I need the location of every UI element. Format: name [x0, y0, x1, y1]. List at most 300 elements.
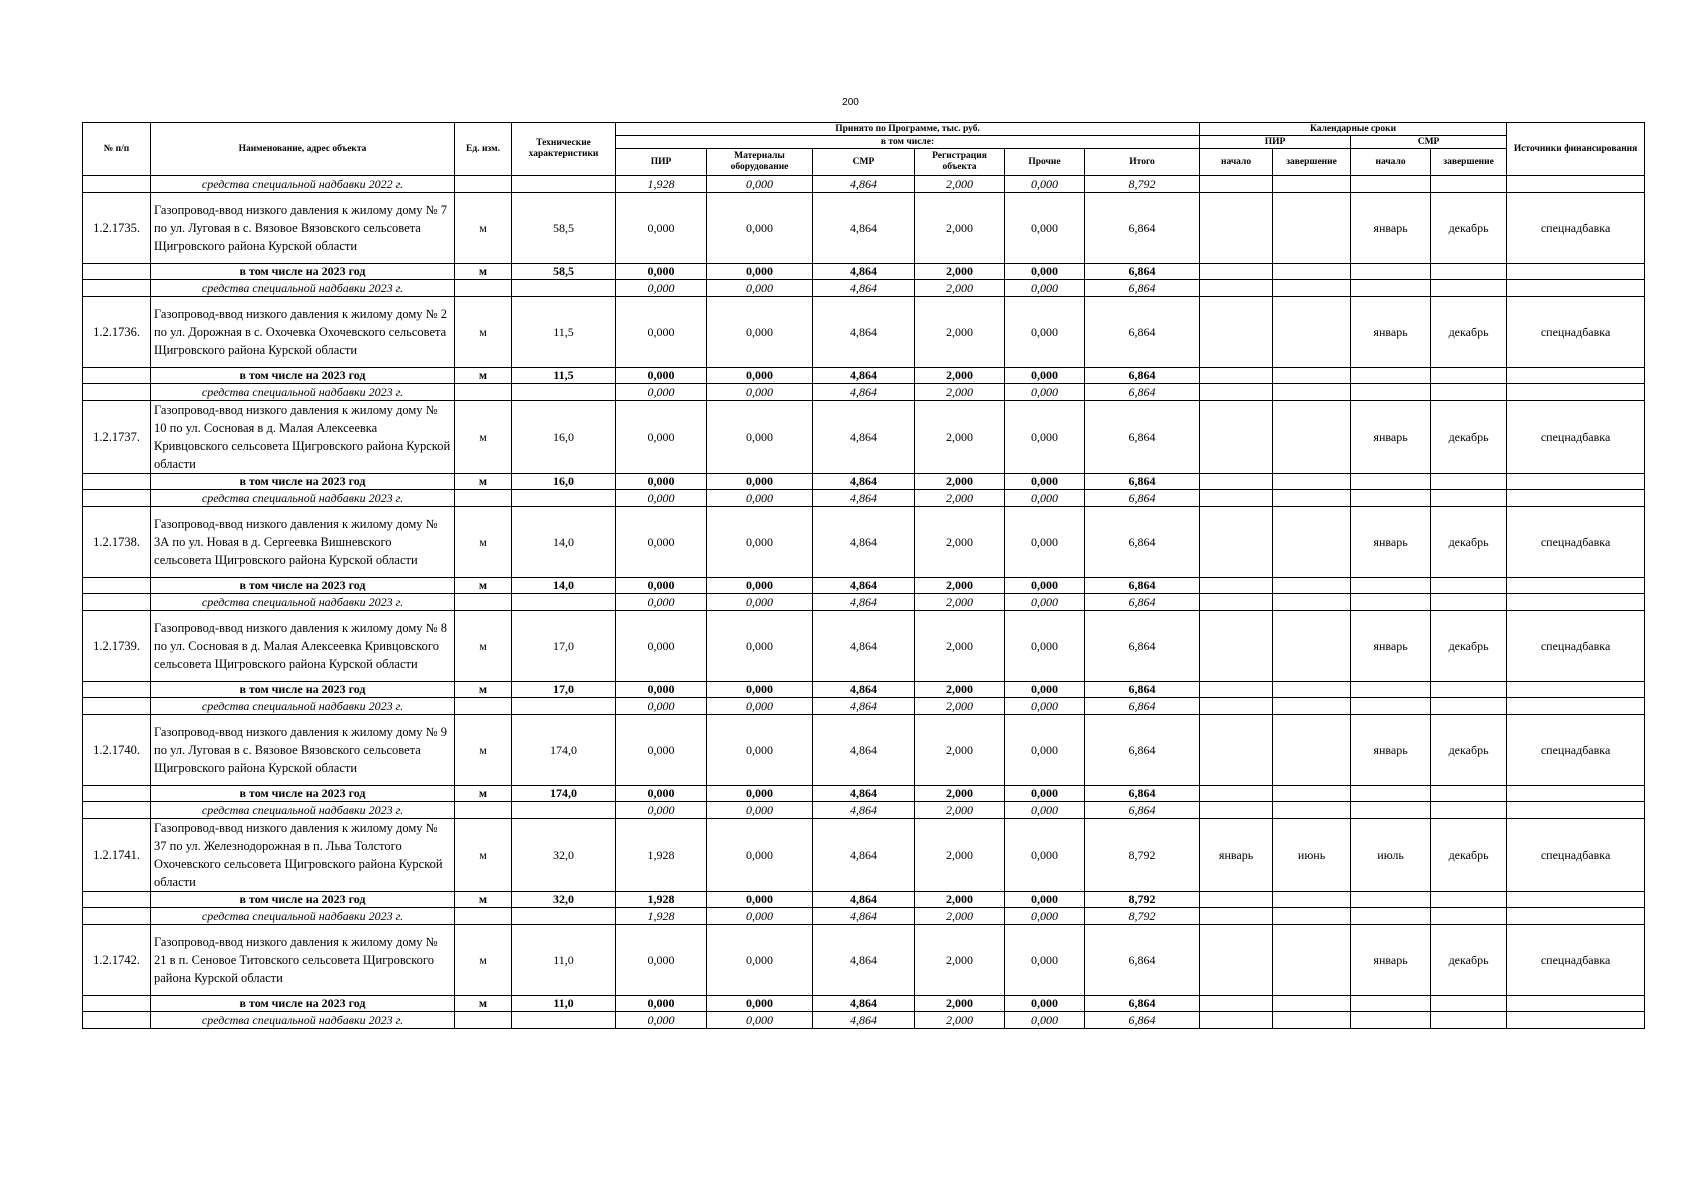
table-row — [83, 368, 1645, 384]
year-pir: 0,000 — [616, 264, 707, 280]
cell-total: 8,792 — [1085, 176, 1200, 193]
table-row — [83, 802, 1645, 819]
object-name: Газопровод-ввод низкого давления к жилому дому № 7 по ул. Луговая в с. Вязовое Вязовского сельсовета Щигровского района Курской области — [151, 193, 455, 264]
sub-pir: 0,000 — [616, 594, 707, 611]
year-label: в том числе на 2023 год — [151, 682, 455, 698]
sub-other: 0,000 — [1005, 280, 1085, 297]
cell-registration: 2,000 — [915, 297, 1005, 368]
sub-total: 6,864 — [1085, 594, 1200, 611]
year-unit: м — [455, 682, 512, 698]
cell-source: спецнадбавка — [1507, 925, 1645, 996]
year-registration: 2,000 — [915, 474, 1005, 490]
year-other: 0,000 — [1005, 996, 1085, 1012]
cell-pir: 1,928 — [616, 819, 707, 892]
sub-other: 0,000 — [1005, 384, 1085, 401]
cell-source: спецнадбавка — [1507, 611, 1645, 682]
col-registration: Регистрация объекта — [915, 149, 1005, 176]
sub-registration: 2,000 — [915, 280, 1005, 297]
cell-smr: 4,864 — [813, 925, 915, 996]
year-registration: 2,000 — [915, 786, 1005, 802]
sub-registration: 2,000 — [915, 908, 1005, 925]
table-row — [83, 786, 1645, 802]
cell-smr-start: январь — [1351, 401, 1431, 474]
year-other: 0,000 — [1005, 892, 1085, 908]
sub-materials: 0,000 — [707, 594, 813, 611]
year-other: 0,000 — [1005, 786, 1085, 802]
year-materials: 0,000 — [707, 368, 813, 384]
year-materials: 0,000 — [707, 264, 813, 280]
year-label: в том числе на 2023 год — [151, 892, 455, 908]
cell-smr-start: январь — [1351, 715, 1431, 786]
table-row — [83, 925, 1645, 996]
sub-label: средства специальной надбавки 2023 г. — [151, 594, 455, 611]
year-registration: 2,000 — [915, 996, 1005, 1012]
cell-pir-start — [1200, 715, 1273, 786]
year-tech: 14,0 — [512, 578, 616, 594]
object-unit: м — [455, 401, 512, 474]
sub-label: средства специальной надбавки 2023 г. — [151, 384, 455, 401]
year-total: 6,864 — [1085, 996, 1200, 1012]
year-registration: 2,000 — [915, 578, 1005, 594]
year-label: в том числе на 2023 год — [151, 474, 455, 490]
object-unit: м — [455, 297, 512, 368]
year-label: в том числе на 2023 год — [151, 264, 455, 280]
cell-total: 6,864 — [1085, 401, 1200, 474]
cell-pir: 0,000 — [616, 611, 707, 682]
table-row — [83, 384, 1645, 401]
cell-pir-end — [1273, 925, 1351, 996]
year-label: в том числе на 2023 год — [151, 786, 455, 802]
year-smr: 4,864 — [813, 786, 915, 802]
cell-total: 6,864 — [1085, 611, 1200, 682]
cell-pir-start — [1200, 297, 1273, 368]
object-tech: 11,5 — [512, 297, 616, 368]
cell-pir-end — [1273, 297, 1351, 368]
program-table — [82, 122, 1645, 1029]
object-unit: м — [455, 193, 512, 264]
table-row — [83, 908, 1645, 925]
table-row — [83, 507, 1645, 578]
object-id: 1.2.1738. — [83, 507, 151, 578]
sub-other: 0,000 — [1005, 490, 1085, 507]
sub-registration: 2,000 — [915, 490, 1005, 507]
object-unit: м — [455, 715, 512, 786]
table-row — [83, 892, 1645, 908]
object-id: 1.2.1737. — [83, 401, 151, 474]
object-tech: 14,0 — [512, 507, 616, 578]
sub-materials: 0,000 — [707, 698, 813, 715]
sub-registration: 2,000 — [915, 1012, 1005, 1029]
cell-smr-end: декабрь — [1431, 925, 1507, 996]
col-pir-start: начало — [1200, 149, 1273, 176]
sub-label: средства специальной надбавки 2023 г. — [151, 490, 455, 507]
cell-pir: 0,000 — [616, 297, 707, 368]
cell-smr-start: январь — [1351, 507, 1431, 578]
sub-registration: 2,000 — [915, 594, 1005, 611]
cell-registration: 2,000 — [915, 819, 1005, 892]
year-materials: 0,000 — [707, 786, 813, 802]
year-pir: 0,000 — [616, 682, 707, 698]
table-row — [83, 594, 1645, 611]
cell-registration: 2,000 — [915, 193, 1005, 264]
sub-label: средства специальной надбавки 2023 г. — [151, 698, 455, 715]
cell-materials: 0,000 — [707, 715, 813, 786]
cell-smr-start: июль — [1351, 819, 1431, 892]
year-other: 0,000 — [1005, 682, 1085, 698]
cell-other: 0,000 — [1005, 611, 1085, 682]
cell-materials: 0,000 — [707, 611, 813, 682]
cell-pir-end — [1273, 611, 1351, 682]
cell-pir-start — [1200, 925, 1273, 996]
object-name: Газопровод-ввод низкого давления к жилому дому № 8 по ул. Сосновая в д. Малая Алексеевка Кривцовского сельсовета Щигровского района Курской области — [151, 611, 455, 682]
year-registration: 2,000 — [915, 264, 1005, 280]
year-smr: 4,864 — [813, 578, 915, 594]
year-total: 6,864 — [1085, 682, 1200, 698]
sub-smr: 4,864 — [813, 802, 915, 819]
year-total: 6,864 — [1085, 264, 1200, 280]
cell-source: спецнадбавка — [1507, 715, 1645, 786]
cell-registration: 2,000 — [915, 611, 1005, 682]
year-registration: 2,000 — [915, 892, 1005, 908]
cell-total: 6,864 — [1085, 507, 1200, 578]
year-total: 8,792 — [1085, 892, 1200, 908]
sub-smr: 4,864 — [813, 908, 915, 925]
year-total: 6,864 — [1085, 474, 1200, 490]
cell-registration: 2,000 — [915, 507, 1005, 578]
year-pir: 1,928 — [616, 892, 707, 908]
year-registration: 2,000 — [915, 682, 1005, 698]
table-row — [83, 280, 1645, 297]
object-id: 1.2.1742. — [83, 925, 151, 996]
cell-pir-start: январь — [1200, 819, 1273, 892]
cell-smr-end: декабрь — [1431, 715, 1507, 786]
sub-pir: 0,000 — [616, 384, 707, 401]
object-unit: м — [455, 925, 512, 996]
table-row — [83, 996, 1645, 1012]
table-body — [83, 176, 1645, 1029]
sub-total: 6,864 — [1085, 384, 1200, 401]
sub-materials: 0,000 — [707, 908, 813, 925]
table-row — [83, 611, 1645, 682]
cell-materials: 0,000 — [707, 925, 813, 996]
cell-smr: 4,864 — [813, 176, 915, 193]
year-smr: 4,864 — [813, 368, 915, 384]
year-materials: 0,000 — [707, 892, 813, 908]
year-tech: 58,5 — [512, 264, 616, 280]
year-other: 0,000 — [1005, 264, 1085, 280]
year-unit: м — [455, 996, 512, 1012]
cell-total: 8,792 — [1085, 819, 1200, 892]
cell-smr-start: январь — [1351, 297, 1431, 368]
sub-registration: 2,000 — [915, 384, 1005, 401]
year-other: 0,000 — [1005, 368, 1085, 384]
year-tech: 11,0 — [512, 996, 616, 1012]
cell-pir-end — [1273, 193, 1351, 264]
year-pir: 0,000 — [616, 786, 707, 802]
sub-other: 0,000 — [1005, 802, 1085, 819]
cell-smr-start: январь — [1351, 925, 1431, 996]
table-row — [83, 264, 1645, 280]
year-label: в том числе на 2023 год — [151, 578, 455, 594]
object-tech: 11,0 — [512, 925, 616, 996]
year-pir: 0,000 — [616, 368, 707, 384]
year-materials: 0,000 — [707, 996, 813, 1012]
cell-pir-end — [1273, 715, 1351, 786]
col-smr: СМР — [813, 149, 915, 176]
sub-materials: 0,000 — [707, 384, 813, 401]
cell-other: 0,000 — [1005, 193, 1085, 264]
sub-pir: 1,928 — [616, 908, 707, 925]
col-calendar: Календарные сроки — [1200, 123, 1507, 136]
cell-pir-start — [1200, 611, 1273, 682]
col-tech: Технические характеристики — [512, 123, 616, 176]
cell-pir-start — [1200, 193, 1273, 264]
col-name: Наименование, адрес объекта — [151, 123, 455, 176]
cell-smr-start: январь — [1351, 193, 1431, 264]
col-pir-end: завершение — [1273, 149, 1351, 176]
table-row — [83, 698, 1645, 715]
cell-other: 0,000 — [1005, 507, 1085, 578]
cell-other: 0,000 — [1005, 715, 1085, 786]
cell-smr-end: декабрь — [1431, 507, 1507, 578]
sub-other: 0,000 — [1005, 594, 1085, 611]
sub-total: 6,864 — [1085, 280, 1200, 297]
col-unit: Ед. изм. — [455, 123, 512, 176]
object-name: Газопровод-ввод низкого давления к жилому дому № 10 по ул. Сосновая в д. Малая Алексеевка Кривцовского сельсовета Щигровского района Курской области — [151, 401, 455, 474]
cell-smr-start: январь — [1351, 611, 1431, 682]
table-row — [83, 682, 1645, 698]
sub-label: средства специальной надбавки 2023 г. — [151, 280, 455, 297]
table-row — [83, 1012, 1645, 1029]
year-smr: 4,864 — [813, 474, 915, 490]
cell-pir: 0,000 — [616, 715, 707, 786]
cell-smr-end: декабрь — [1431, 611, 1507, 682]
year-unit: м — [455, 368, 512, 384]
sub-smr: 4,864 — [813, 384, 915, 401]
sub-smr: 4,864 — [813, 698, 915, 715]
sub-pir: 0,000 — [616, 280, 707, 297]
year-tech: 11,5 — [512, 368, 616, 384]
object-name: Газопровод-ввод низкого давления к жилому дому № 2 по ул. Дорожная в с. Охочевка Охочевского сельсовета Щигровского района Курской области — [151, 297, 455, 368]
cell-pir-end — [1273, 507, 1351, 578]
object-id: 1.2.1735. — [83, 193, 151, 264]
sub-total: 6,864 — [1085, 490, 1200, 507]
year-other: 0,000 — [1005, 578, 1085, 594]
cell-source: спецнадбавка — [1507, 507, 1645, 578]
object-id: 1.2.1736. — [83, 297, 151, 368]
object-tech: 32,0 — [512, 819, 616, 892]
sub-total: 6,864 — [1085, 698, 1200, 715]
table-row — [83, 819, 1645, 892]
col-smr-end: завершение — [1431, 149, 1507, 176]
cell-smr: 4,864 — [813, 193, 915, 264]
sub-smr: 4,864 — [813, 280, 915, 297]
col-smr-start: начало — [1351, 149, 1431, 176]
cell-smr-end: декабрь — [1431, 193, 1507, 264]
year-materials: 0,000 — [707, 474, 813, 490]
object-id: 1.2.1739. — [83, 611, 151, 682]
cell-materials: 0,000 — [707, 819, 813, 892]
table-row — [83, 578, 1645, 594]
cell-other: 0,000 — [1005, 401, 1085, 474]
year-smr: 4,864 — [813, 892, 915, 908]
year-tech: 16,0 — [512, 474, 616, 490]
year-total: 6,864 — [1085, 368, 1200, 384]
sub-materials: 0,000 — [707, 280, 813, 297]
cell-source: спецнадбавка — [1507, 297, 1645, 368]
cell-pir-end — [1273, 401, 1351, 474]
table-row — [83, 490, 1645, 507]
object-unit: м — [455, 507, 512, 578]
year-unit: м — [455, 786, 512, 802]
sub-smr: 4,864 — [813, 594, 915, 611]
cell-other: 0,000 — [1005, 176, 1085, 193]
cell-smr: 4,864 — [813, 819, 915, 892]
object-id: 1.2.1740. — [83, 715, 151, 786]
year-materials: 0,000 — [707, 578, 813, 594]
col-cal-smr: СМР — [1351, 136, 1507, 149]
year-total: 6,864 — [1085, 786, 1200, 802]
year-tech: 174,0 — [512, 786, 616, 802]
cell-smr: 4,864 — [813, 297, 915, 368]
sub-pir: 0,000 — [616, 802, 707, 819]
sub-other: 0,000 — [1005, 908, 1085, 925]
year-label: в том числе на 2023 год — [151, 368, 455, 384]
col-pir: ПИР — [616, 149, 707, 176]
year-unit: м — [455, 578, 512, 594]
cell-smr: 4,864 — [813, 715, 915, 786]
cell-materials: 0,000 — [707, 193, 813, 264]
sub-pir: 0,000 — [616, 490, 707, 507]
cell-materials: 0,000 — [707, 401, 813, 474]
cell-materials: 0,000 — [707, 507, 813, 578]
year-pir: 0,000 — [616, 474, 707, 490]
cell-smr: 4,864 — [813, 401, 915, 474]
cell-total: 6,864 — [1085, 925, 1200, 996]
col-accepted: Принято по Программе, тыс. руб. — [616, 123, 1200, 136]
page-number: 200 — [842, 97, 859, 108]
sub-label: средства специальной надбавки 2023 г. — [151, 908, 455, 925]
sub-other: 0,000 — [1005, 698, 1085, 715]
cell-total: 6,864 — [1085, 297, 1200, 368]
object-tech: 58,5 — [512, 193, 616, 264]
cell-source: спецнадбавка — [1507, 193, 1645, 264]
cell-other: 0,000 — [1005, 297, 1085, 368]
object-tech: 16,0 — [512, 401, 616, 474]
sub-pir: 0,000 — [616, 698, 707, 715]
col-other: Прочие — [1005, 149, 1085, 176]
cell-registration: 2,000 — [915, 176, 1005, 193]
table-row — [83, 474, 1645, 490]
sub-smr: 4,864 — [813, 1012, 915, 1029]
sub-materials: 0,000 — [707, 1012, 813, 1029]
cell-pir: 0,000 — [616, 401, 707, 474]
object-unit: м — [455, 611, 512, 682]
cell-materials: 0,000 — [707, 297, 813, 368]
table-row — [83, 193, 1645, 264]
sub-materials: 0,000 — [707, 802, 813, 819]
cell-pir: 0,000 — [616, 507, 707, 578]
year-unit: м — [455, 264, 512, 280]
sub-label: средства специальной надбавки 2022 г. — [151, 176, 455, 193]
cell-registration: 2,000 — [915, 925, 1005, 996]
table-header — [83, 123, 1645, 176]
object-name: Газопровод-ввод низкого давления к жилому дому № 9 по ул. Луговая в с. Вязовое Вязовского сельсовета Щигровского района Курской области — [151, 715, 455, 786]
cell-pir: 0,000 — [616, 925, 707, 996]
cell-smr: 4,864 — [813, 507, 915, 578]
year-unit: м — [455, 474, 512, 490]
sub-total: 8,792 — [1085, 908, 1200, 925]
table-row — [83, 401, 1645, 474]
sub-label: средства специальной надбавки 2023 г. — [151, 802, 455, 819]
cell-total: 6,864 — [1085, 193, 1200, 264]
cell-source: спецнадбавка — [1507, 819, 1645, 892]
year-tech: 32,0 — [512, 892, 616, 908]
year-materials: 0,000 — [707, 682, 813, 698]
year-smr: 4,864 — [813, 996, 915, 1012]
year-total: 6,864 — [1085, 578, 1200, 594]
table-row — [83, 297, 1645, 368]
cell-smr-end: декабрь — [1431, 297, 1507, 368]
sub-smr: 4,864 — [813, 490, 915, 507]
sub-total: 6,864 — [1085, 802, 1200, 819]
sub-registration: 2,000 — [915, 698, 1005, 715]
cell-pir-end: июнь — [1273, 819, 1351, 892]
col-cal-pir: ПИР — [1200, 136, 1351, 149]
cell-smr-end: декабрь — [1431, 401, 1507, 474]
year-smr: 4,864 — [813, 682, 915, 698]
year-pir: 0,000 — [616, 996, 707, 1012]
table-row — [83, 176, 1645, 193]
year-tech: 17,0 — [512, 682, 616, 698]
sub-label: средства специальной надбавки 2023 г. — [151, 1012, 455, 1029]
year-pir: 0,000 — [616, 578, 707, 594]
object-tech: 17,0 — [512, 611, 616, 682]
sub-other: 0,000 — [1005, 1012, 1085, 1029]
year-smr: 4,864 — [813, 264, 915, 280]
col-total: Итого — [1085, 149, 1200, 176]
col-including: в том числе: — [616, 136, 1200, 149]
object-tech: 174,0 — [512, 715, 616, 786]
sub-registration: 2,000 — [915, 802, 1005, 819]
sub-pir: 0,000 — [616, 1012, 707, 1029]
cell-smr-end: декабрь — [1431, 819, 1507, 892]
cell-source: спецнадбавка — [1507, 401, 1645, 474]
sub-materials: 0,000 — [707, 490, 813, 507]
cell-pir-start — [1200, 507, 1273, 578]
col-num: № п/п — [83, 123, 151, 176]
year-other: 0,000 — [1005, 474, 1085, 490]
year-unit: м — [455, 892, 512, 908]
object-id: 1.2.1741. — [83, 819, 151, 892]
table-row — [83, 715, 1645, 786]
object-name: Газопровод-ввод низкого давления к жилому дому № 37 по ул. Железнодорожная в п. Льва Толстого Охочевского сельсовета Щигровского района Курской области — [151, 819, 455, 892]
cell-total: 6,864 — [1085, 715, 1200, 786]
year-label: в том числе на 2023 год — [151, 996, 455, 1012]
cell-pir-start — [1200, 401, 1273, 474]
cell-other: 0,000 — [1005, 819, 1085, 892]
cell-smr: 4,864 — [813, 611, 915, 682]
cell-registration: 2,000 — [915, 715, 1005, 786]
col-materials: Материалы оборудование — [707, 149, 813, 176]
cell-pir: 0,000 — [616, 193, 707, 264]
object-name: Газопровод-ввод низкого давления к жилому дому № 21 в п. Сеновое Титовского сельсовета Щигровского района Курской области — [151, 925, 455, 996]
col-sources: Источники финансирования — [1507, 123, 1645, 176]
cell-other: 0,000 — [1005, 925, 1085, 996]
object-name: Газопровод-ввод низкого давления к жилому дому № 3А по ул. Новая в д. Сергеевка Вишневского сельсовета Щигровского района Курской области — [151, 507, 455, 578]
object-unit: м — [455, 819, 512, 892]
sub-total: 6,864 — [1085, 1012, 1200, 1029]
